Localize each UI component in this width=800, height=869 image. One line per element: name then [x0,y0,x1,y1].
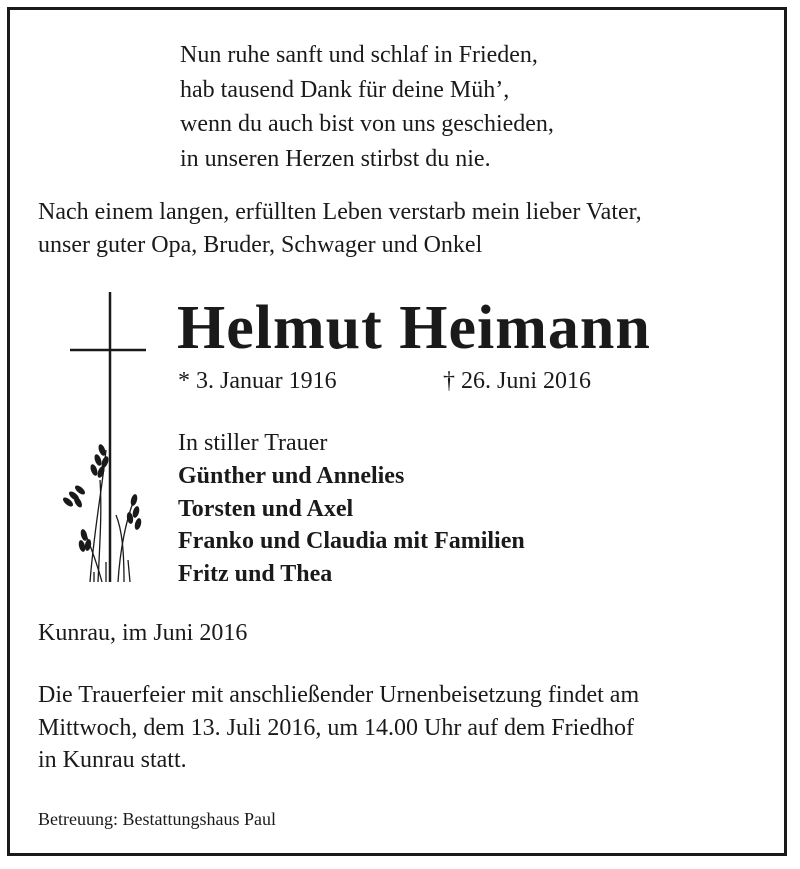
mourner-entry: Torsten und Axel [178,495,354,522]
mourner-entry: Fritz und Thea [178,561,333,588]
life-dates [178,365,592,397]
deceased-name: Helmut Heimann [177,294,651,362]
memorial-poem [180,38,554,176]
birth-date: * 3. Januar 1916 [178,368,337,394]
poem-line: in unseren Herzen stirbst du nie. [180,145,491,172]
poem-line: Nun ruhe sanft und schlaf in Frieden, [180,42,538,68]
intro-line: Nach einem langen, erfüllten Leben verstarb mein lieber Vater, [38,199,642,225]
poem-line: wenn du auch bist von uns geschieden, [180,111,554,137]
ceremony-line: Die Trauerfeier mit anschließender Urnenbeisetzung findet am [38,682,640,708]
intro-text [38,196,778,262]
poem-line: hab tausend Dank für deine Müh’, [180,76,510,103]
death-date: † 26. Juni 2016 [443,368,592,394]
mourner-entry: Franko und Claudia mit Familien [178,528,525,555]
mourners-list [178,427,525,591]
cross-with-wheat-icon [50,290,160,590]
mourners-heading: In stiller Trauer [178,430,328,456]
ceremony-line: Mittwoch, dem 13. Juli 2016, um 14.00 Uhr auf dem Friedhof [38,714,634,741]
obituary-notice [7,7,787,856]
mourner-entry: Günther und Annelies [178,462,405,489]
place-and-date: Kunrau, im Juni 2016 [38,620,248,646]
intro-line: unser guter Opa, Bruder, Schwager und Onkel [38,232,483,258]
undertaker-credit: Betreuung: Bestattungshaus Paul [38,809,276,829]
ceremony-line: in Kunrau statt. [38,747,187,773]
ceremony-info [38,679,783,777]
